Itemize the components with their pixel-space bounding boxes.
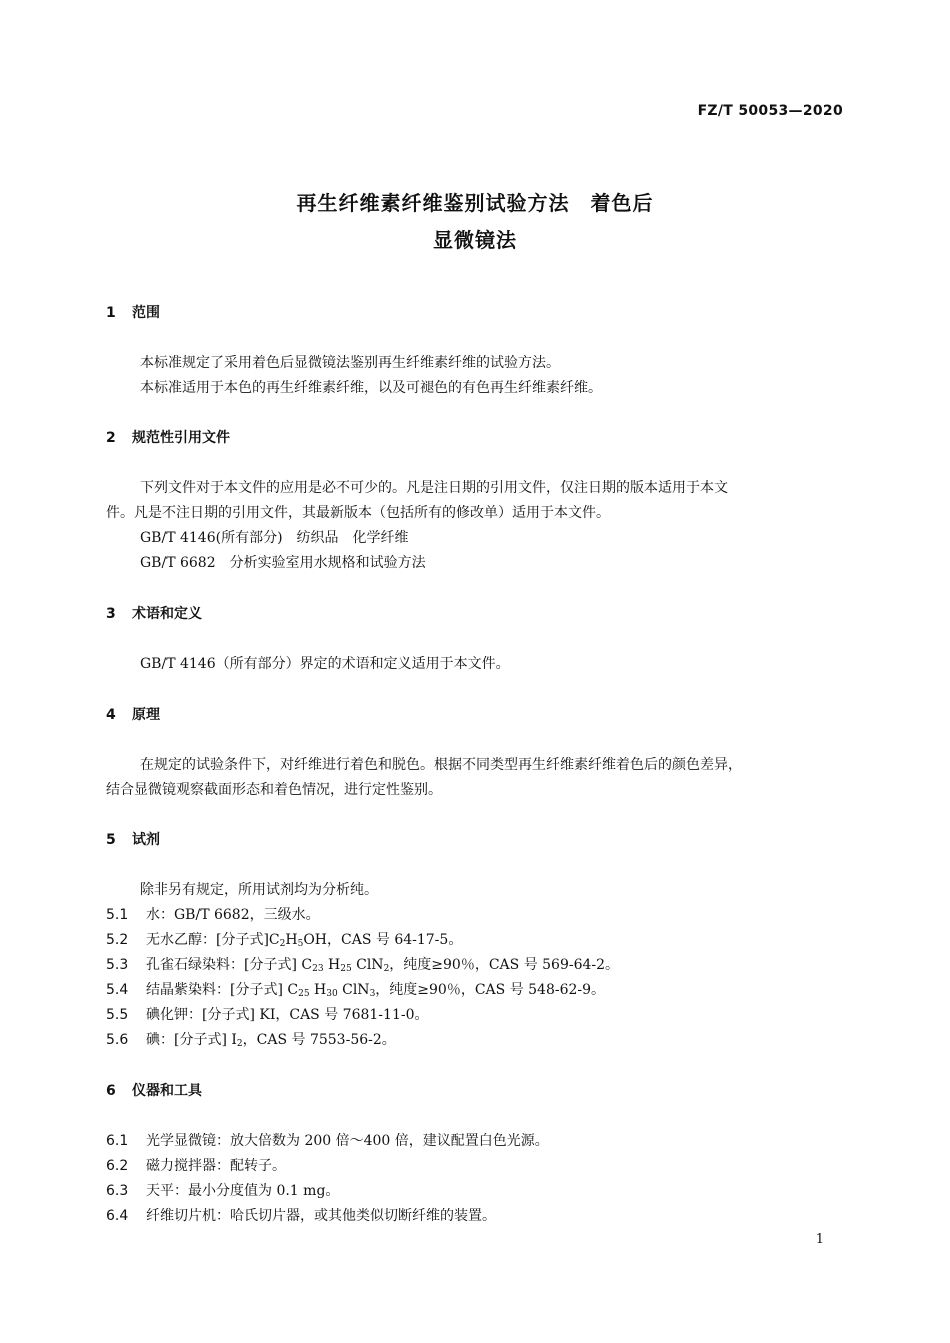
formula-part: ClN — [351, 957, 384, 973]
section-number: 5 — [106, 832, 116, 848]
document-title-line2: 显微镜法 — [433, 228, 517, 252]
list-item — [106, 979, 605, 999]
item-text — [146, 932, 462, 948]
item-text: 纤维切片机：哈氏切片器，或其他类似切断纤维的装置。 — [146, 1208, 496, 1224]
formula-part: OH，CAS 号 64-17-5。 — [303, 932, 463, 948]
item-number: 5.3 — [106, 957, 129, 973]
item-number: 5.6 — [106, 1032, 129, 1048]
subscript: 25 — [340, 964, 352, 974]
item-text: 水：GB/T 6682，三级水。 — [146, 907, 320, 923]
item-text: 天平：最小分度值为 0.1 mg。 — [146, 1183, 340, 1199]
paragraph: 除非另有规定，所用试剂均为分析纯。 — [140, 882, 378, 898]
section-title: 规范性引用文件 — [132, 430, 230, 446]
formula-part: 孔雀石绿染料：[分子式] C — [146, 957, 313, 973]
item-text: 磁力搅拌器：配转子。 — [146, 1158, 286, 1174]
section-number: 3 — [106, 606, 116, 622]
list-item — [106, 1205, 496, 1225]
item-number: 6.3 — [106, 1183, 129, 1199]
section-title: 术语和定义 — [132, 606, 202, 622]
item-number: 6.4 — [106, 1208, 129, 1224]
subscript: 5 — [297, 939, 304, 949]
item-text: 光学显微镜：放大倍数为 200 倍～400 倍，建议配置白色光源。 — [146, 1133, 549, 1149]
section-heading-6 — [106, 1080, 202, 1100]
list-item — [106, 929, 462, 949]
paragraph-continuation: 件。凡是不注日期的引用文件，其最新版本（包括所有的修改单）适用于本文件。 — [106, 505, 610, 521]
list-item — [106, 1029, 396, 1049]
paragraph: 在规定的试验条件下，对纤维进行着色和脱色。根据不同类型再生纤维素纤维着色后的颜色差异， — [140, 757, 742, 773]
page-number: 1 — [815, 1232, 824, 1247]
formula-part: H — [323, 957, 341, 973]
list-item — [106, 904, 320, 924]
formula-part: ，纯度≥90％，CAS 号 548-62-9。 — [375, 982, 606, 998]
section-heading-4 — [106, 704, 160, 724]
section-title: 范围 — [132, 305, 160, 321]
formula-part: ，纯度≥90％，CAS 号 569-64-2。 — [389, 957, 620, 973]
formula-part: ClN — [337, 982, 370, 998]
item-number: 5.4 — [106, 982, 129, 998]
reference-item: GB/T 6682 分析实验室用水规格和试验方法 — [140, 555, 426, 571]
subscript: 25 — [298, 989, 310, 999]
subscript: 3 — [369, 989, 376, 999]
section-number: 6 — [106, 1083, 116, 1099]
formula-part: H — [285, 932, 298, 948]
section-number: 4 — [106, 707, 116, 723]
item-number: 6.1 — [106, 1133, 129, 1149]
formula-part: ，CAS 号 7553-56-2。 — [242, 1032, 396, 1048]
formula-part: 结晶紫染料：[分子式] C — [146, 982, 299, 998]
section-number: 2 — [106, 430, 116, 446]
section-title: 仪器和工具 — [132, 1083, 202, 1099]
item-text — [146, 957, 619, 973]
list-item — [106, 1004, 429, 1024]
subscript: 23 — [312, 964, 324, 974]
standard-code: FZ/T 50053—2020 — [697, 103, 843, 119]
paragraph: 本标准适用于本色的再生纤维素纤维，以及可褪色的有色再生纤维素纤维。 — [140, 380, 602, 396]
subscript: 2 — [279, 939, 286, 949]
subscript: 30 — [326, 989, 338, 999]
section-title: 原理 — [132, 707, 160, 723]
section-heading-1 — [106, 302, 160, 322]
section-number: 1 — [106, 305, 116, 321]
formula-part: 无水乙醇：[分子式]C — [146, 932, 280, 948]
section-heading-5 — [106, 829, 160, 849]
formula-part: 碘：[分子式] I — [146, 1032, 237, 1048]
list-item — [106, 1180, 339, 1200]
paragraph-continuation: 结合显微镜观察截面形态和着色情况，进行定性鉴别。 — [106, 782, 442, 798]
item-number: 6.2 — [106, 1158, 129, 1174]
list-item — [106, 954, 619, 974]
list-item — [106, 1130, 549, 1150]
item-number: 5.1 — [106, 907, 129, 923]
subscript: 2 — [383, 964, 390, 974]
section-heading-2 — [106, 427, 230, 447]
document-title-line1: 再生纤维素纤维鉴别试验方法 着色后 — [296, 191, 654, 215]
subscript: 2 — [236, 1039, 243, 1049]
item-number: 5.2 — [106, 932, 129, 948]
item-number: 5.5 — [106, 1007, 129, 1023]
paragraph: 下列文件对于本文件的应用是必不可少的。凡是注日期的引用文件，仅注日期的版本适用于本文 — [140, 480, 728, 496]
formula-part: H — [309, 982, 327, 998]
paragraph: 本标准规定了采用着色后显微镜法鉴别再生纤维素纤维的试验方法。 — [140, 355, 560, 371]
reference-item: GB/T 4146(所有部分) 纺织品 化学纤维 — [140, 530, 409, 546]
paragraph: GB/T 4146（所有部分）界定的术语和定义适用于本文件。 — [140, 656, 510, 672]
section-heading-3 — [106, 603, 202, 623]
item-text: 碘化钾：[分子式] KI，CAS 号 7681-11-0。 — [146, 1007, 429, 1023]
list-item — [106, 1155, 286, 1175]
item-text — [146, 1032, 396, 1048]
section-title: 试剂 — [132, 832, 160, 848]
item-text — [146, 982, 605, 998]
